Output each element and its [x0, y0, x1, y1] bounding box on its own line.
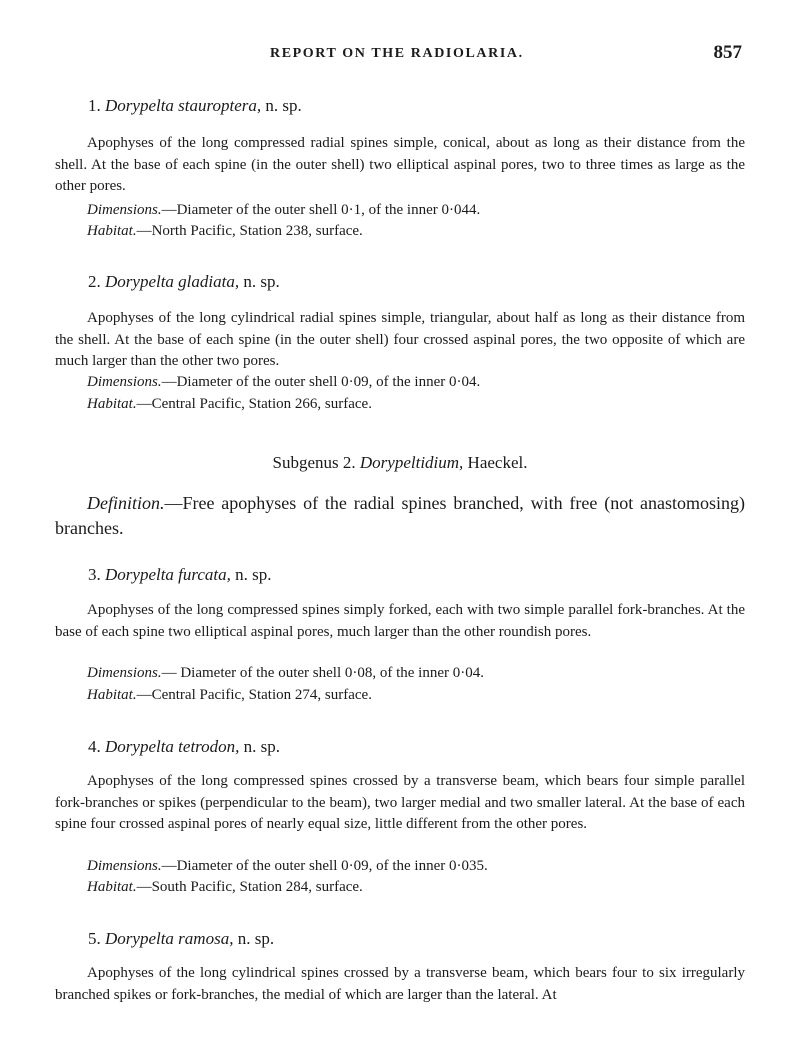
species-3-habitat-text: —Central Pacific, Station 274, surface.	[136, 687, 372, 703]
subgenus-name: Dorypeltidium,	[359, 453, 464, 472]
page-header	[0, 44, 800, 68]
species-2-dimensions-text: —Diameter of the outer shell 0·09, of the inner 0·04.	[161, 374, 481, 390]
species-4-dimensions-label: Dimensions.	[87, 858, 162, 874]
species-3-habitat-label: Habitat.	[87, 687, 137, 703]
species-1-description: Apophyses of the long compressed radial spines simple, conical, about as long as their distance from the shell. At the base of each spine (in the outer shell) two elliptical aspinal pores, two to three times as large as the other pores.	[55, 135, 745, 194]
species-4-description-block	[55, 771, 745, 836]
species-3-suffix: n. sp.	[235, 565, 272, 584]
species-2-heading	[88, 272, 280, 292]
species-1-habitat	[87, 221, 363, 242]
species-2-suffix: n. sp.	[243, 272, 280, 291]
definition-block	[55, 491, 745, 541]
species-1-habitat-label: Habitat.	[87, 223, 137, 239]
definition-text: —Free apophyses of the radial spines branched, with free (not anastomosing) branches.	[55, 493, 745, 538]
species-4-habitat-label: Habitat.	[87, 879, 137, 895]
species-1-habitat-text: —North Pacific, Station 238, surface.	[136, 223, 363, 239]
species-5-suffix: n. sp.	[237, 929, 275, 948]
species-3-dimensions-text: — Diameter of the outer shell 0·08, of the inner 0·04.	[161, 665, 484, 681]
species-4-heading	[88, 737, 280, 757]
species-5-description-block	[55, 963, 745, 1006]
species-2-description-block	[55, 308, 745, 373]
species-2-dimensions-label: Dimensions.	[87, 374, 162, 390]
species-3-dimensions-label: Dimensions.	[87, 665, 162, 681]
species-3-dimensions	[87, 663, 484, 684]
species-1-suffix: n. sp.	[265, 96, 302, 115]
species-4-suffix: n. sp.	[243, 737, 281, 756]
species-1-dimensions-text: —Diameter of the outer shell 0·1, of the inner 0·044.	[161, 202, 481, 218]
page-number: 857	[713, 42, 742, 63]
species-5-description: Apophyses of the long cylindrical spines crossed by a transverse beam, which bears four to six irregularly branched spikes or fork-branches, the medial of which are larger than the lateral. At	[55, 965, 745, 1003]
species-3-heading	[88, 565, 272, 585]
subgenus-prefix: Subgenus 2.	[272, 453, 356, 472]
species-4-habitat-text: —South Pacific, Station 284, surface.	[136, 879, 363, 895]
species-4-number: 4.	[88, 737, 101, 756]
species-3-number: 3.	[88, 565, 101, 584]
species-2-habitat-label: Habitat.	[87, 396, 137, 412]
species-2-habitat-text: —Central Pacific, Station 266, surface.	[136, 396, 372, 412]
subgenus-author: Haeckel.	[467, 453, 528, 472]
species-2-name: Dorypelta gladiata,	[105, 272, 240, 291]
species-4-description: Apophyses of the long compressed spines crossed by a transverse beam, which bears four simple parallel fork-branches or spikes (perpendicular to the beam), two larger medial and two smaller lateral. At the base of each spine four crossed aspinal pores of nearly equal size, little different from the other pores.	[55, 773, 745, 832]
running-title: REPORT ON THE RADIOLARIA.	[270, 46, 524, 61]
species-2-description: Apophyses of the long cylindrical radial spines simple, triangular, about half as long as their distance from the shell. At the base of each spine (in the outer shell) four crossed aspinal pores, the two opposite of which are much larger than the other two pores.	[55, 310, 745, 369]
subgenus-heading	[0, 453, 800, 473]
species-1-number: 1.	[88, 96, 101, 115]
species-2-dimensions	[87, 372, 480, 393]
species-1-heading	[88, 96, 302, 116]
species-4-dimensions-text: —Diameter of the outer shell 0·09, of the inner 0·035.	[161, 858, 488, 874]
species-4-dimensions	[87, 856, 488, 877]
definition-label: Definition.	[87, 493, 165, 513]
species-1-dimensions	[87, 200, 480, 221]
species-5-name: Dorypelta ramosa,	[105, 929, 234, 948]
species-4-habitat	[87, 877, 363, 898]
species-5-number: 5.	[88, 929, 101, 948]
species-3-description: Apophyses of the long compressed spines simply forked, each with two simple parallel fork-branches. At the base of each spine two elliptical aspinal pores, much larger than the other roundish pores.	[55, 602, 745, 640]
species-2-number: 2.	[88, 272, 101, 291]
species-1-name: Dorypelta stauroptera,	[105, 96, 262, 115]
species-5-heading	[88, 929, 274, 949]
species-3-name: Dorypelta furcata,	[105, 565, 231, 584]
subgenus-definition	[55, 491, 745, 541]
species-4-name: Dorypelta tetrodon,	[105, 737, 240, 756]
species-3-habitat	[87, 685, 372, 706]
species-3-description-block	[55, 600, 745, 643]
species-1-description-block	[55, 133, 745, 198]
species-2-habitat	[87, 394, 372, 415]
species-1-dimensions-label: Dimensions.	[87, 202, 162, 218]
